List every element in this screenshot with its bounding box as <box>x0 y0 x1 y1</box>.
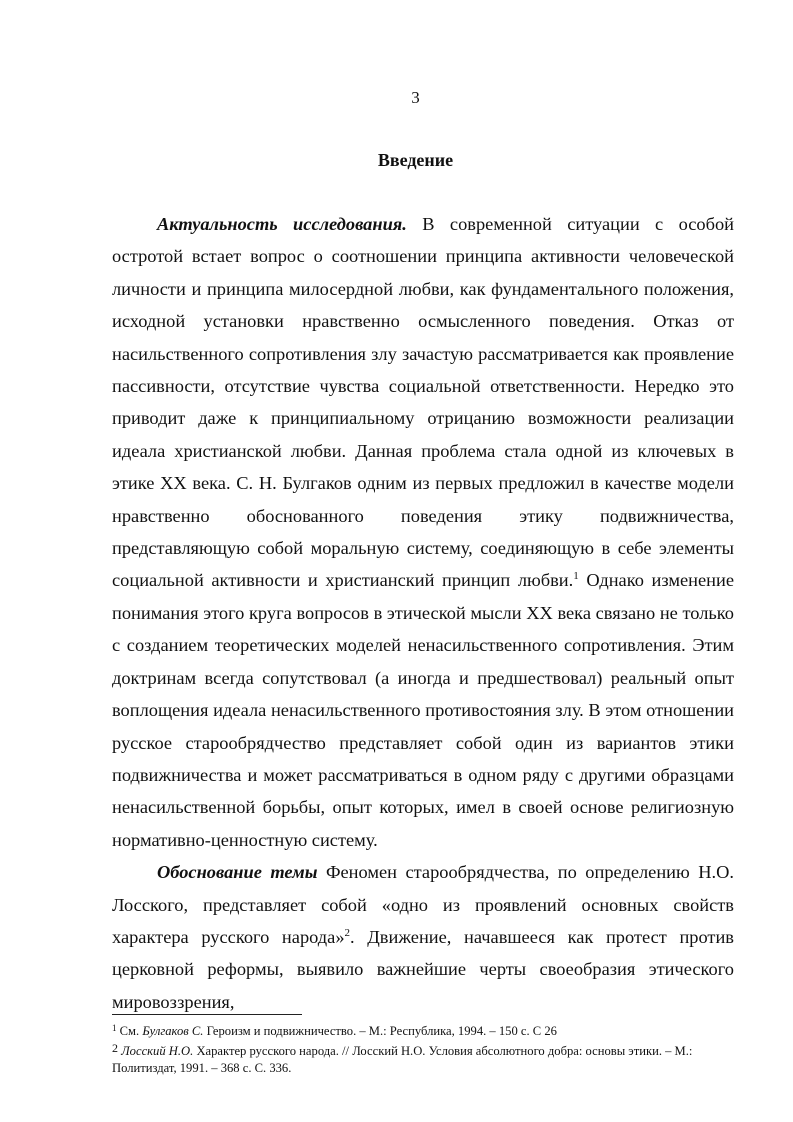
section-heading: Введение <box>377 150 454 170</box>
footnote-text: Характер русского народа. // Лосский Н.О. Условия абсолютного добра: основы этики. – М.: Политиздат, 1991. – 368 с. С. 336. <box>112 1044 693 1075</box>
footnote <box>112 1020 734 1040</box>
paragraph-text: Феномен старообрядчества, по определению Н.О. Лосского, представляет собой «одно из проявлений основных свойств характера русского народа» <box>112 862 734 947</box>
page-number: 3 <box>411 88 420 107</box>
footnote-author: Булгаков С. <box>142 1024 204 1038</box>
footnote-reference: 2 <box>344 926 351 939</box>
footnotes <box>112 1020 734 1077</box>
footnote-mark: 1 <box>112 1023 117 1033</box>
paragraph-text: . Движение, начавшееся как протест против церковной реформы, выявило важнейшие черты своеобразия этического мировоззрения, <box>112 926 734 1012</box>
footnote-reference: 1 <box>573 570 579 583</box>
footnote-prefix: См. <box>116 1024 143 1038</box>
paragraph-lead: Актуальность исследования. <box>157 214 407 234</box>
paragraph-lead: Обоснование темы <box>157 862 318 883</box>
footnote-separator <box>112 1014 302 1015</box>
paragraph-text: Однако изменение понимания этого круга вопросов в этической мысли XX века связано не только с созданием теоретических моделей ненасильственного сопротивления. Этим доктринам всегда сопутствовал (а иногда и предшествовал) реальный опыт воплощения идеала ненасильственного противостояния злу. В этом отношении русское старообрядчество представляет собой один из вариантов этики подвижничества и может рассматриваться в одном ряду с другими образцами ненасильственной борьбы, опыт которых, имел в своей основе религиозную нормативно-ценностную систему. <box>112 570 734 850</box>
body-text <box>112 208 734 1018</box>
paragraph-relevance <box>112 208 734 856</box>
footnote <box>112 1040 734 1077</box>
footnote-text: Героизм и подвижничество. – М.: Республика, 1994. – 150 с. С 26 <box>203 1024 557 1038</box>
paragraph-text: В современной ситуации с особой остротой встает вопрос о соотношении принципа активности человеческой личности и принципа милосердной любви, как фундаментального положения, исходной установки нравственно осмысленного поведения. Отказ от насильственного сопротивления злу зачастую рассматривается как проявление пассивности, отсутствие чувства социальной ответственности. Нередко это приводит даже к принципиальному отрицанию возможности реализации идеала христианской любви. Данная проблема стала одной из ключевых в этике XX века. С. Н. Булгаков одним из первых предложил в качестве модели нравственно обоснованного поведения этику подвижничества, представляющую собой моральную систему, соединяющую в себе элементы социальной активности и христианский принцип любви. <box>112 214 735 591</box>
paragraph-justification <box>112 856 734 1018</box>
footnote-mark: 2 <box>112 1041 118 1055</box>
footnote-author: Лосский Н.О. <box>121 1044 194 1058</box>
